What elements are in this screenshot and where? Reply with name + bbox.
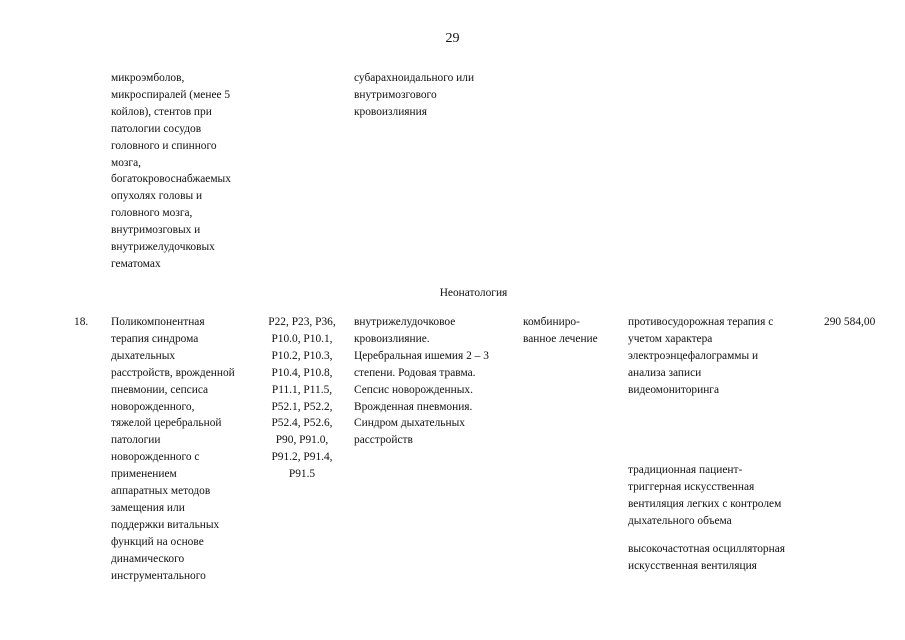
text-line: головного мозга,: [111, 207, 193, 220]
text-line: P91.5: [288, 468, 316, 481]
text-line: P10.0, P10.1,: [271, 332, 333, 345]
text-line: кровоизлияния: [354, 105, 427, 118]
text-line: гематомах: [111, 257, 161, 270]
patient-model-cell: [354, 314, 514, 449]
text-line: опухолях головы и: [111, 190, 203, 203]
text-line: Сепсис новорожденных.: [354, 383, 473, 396]
text-line: противосудорожная терапия с: [628, 316, 774, 328]
text-line: P22, P23, P36,: [268, 316, 336, 328]
text-line: поддержки витальных: [111, 518, 220, 531]
text-line: Поликомпонентная: [111, 316, 205, 328]
text-line: головного и спинного: [111, 139, 217, 152]
text-line: кровоизлияние.: [354, 332, 430, 345]
text-line: учетом характера: [628, 332, 713, 345]
method-cell-anticonvulsant: [628, 314, 813, 399]
text-line: внутрижелудочковых: [111, 241, 215, 254]
text-line: внутримозговых и: [111, 224, 201, 237]
text-line: тяжелой церебральной: [111, 417, 222, 430]
text-line: аппаратных методов: [111, 485, 211, 498]
text-line: патологии сосудов: [111, 122, 202, 135]
text-line: высокочастотная осцилляторная: [628, 543, 786, 555]
text-line: P52.1, P52.2,: [271, 400, 333, 413]
text-line: патологии: [111, 434, 161, 447]
text-line: пневмонии, сепсиса: [111, 383, 209, 396]
text-line: новорожденного с: [111, 451, 200, 464]
section-heading: Неонатология: [439, 287, 508, 299]
text-line: ванное лечение: [523, 332, 598, 345]
text-line: замещения или: [111, 501, 185, 514]
text-line: субарахноидального или: [354, 72, 475, 84]
text-line: внутрижелудочковое: [354, 316, 456, 328]
text-line: электроэнцефалограммы и: [628, 349, 759, 362]
text-line: мозга,: [111, 156, 141, 169]
text-line: Синдром дыхательных: [354, 417, 465, 430]
text-line: вентиляция легких с контролем: [628, 497, 782, 510]
text-line: Церебральная ишемия 2 – 3: [354, 349, 489, 362]
text-line: применением: [111, 468, 177, 481]
text-line: койлов), стентов при: [111, 105, 212, 118]
procedure-name-cell: [111, 314, 261, 585]
text-line: P90, P91.0,: [275, 434, 329, 447]
text-line: микроэмболов,: [111, 72, 185, 84]
text-line: P10.2, P10.3,: [271, 349, 333, 362]
text-line: дыхательного объема: [628, 514, 732, 527]
text-line: анализа записи: [628, 366, 702, 379]
text-line: внутримозгового: [354, 88, 437, 101]
text-line: терапия синдрома: [111, 332, 199, 345]
text-line: P11.1, P11.5,: [271, 383, 333, 396]
text-line: P91.2, P91.4,: [271, 451, 333, 464]
text-line: комбиниро-: [523, 316, 580, 328]
row-number: 18.: [74, 316, 89, 328]
text-line: Врожденная пневмония.: [354, 400, 473, 413]
method-cell-ventilation: [628, 462, 813, 530]
text-line: динамического: [111, 552, 185, 565]
text-line: степени. Родовая травма.: [354, 366, 476, 379]
text-line: новорожденного,: [111, 400, 195, 413]
treatment-type-cell: [523, 314, 623, 348]
text-line: расстройств, врожденной: [111, 366, 235, 379]
text-line: видеомониторинга: [628, 383, 720, 396]
text-line: традиционная пациент-: [628, 464, 743, 476]
text-line: дыхательных: [111, 349, 176, 362]
method-cell-oscillatory: [628, 541, 813, 575]
page-number: 29: [445, 31, 460, 46]
icd-codes-cell: [262, 314, 342, 483]
text-line: P52.4, P52.6,: [271, 417, 333, 430]
text-line: P10.4, P10.8,: [271, 366, 333, 379]
text-line: микроспиралей (менее 5: [111, 88, 231, 101]
text-line: триггерная искусственная: [628, 480, 755, 493]
text-line: функций на основе: [111, 535, 204, 548]
text-line: искусственная вентиляция: [628, 559, 757, 572]
text-line: расстройств: [354, 434, 413, 447]
text-line: богатокровоснабжаемых: [111, 173, 231, 186]
cost-cell: 290 584,00: [824, 316, 876, 328]
text-line: инструментального: [111, 569, 206, 582]
continued-model-cell: [354, 70, 514, 121]
continued-name-cell: [111, 70, 261, 273]
